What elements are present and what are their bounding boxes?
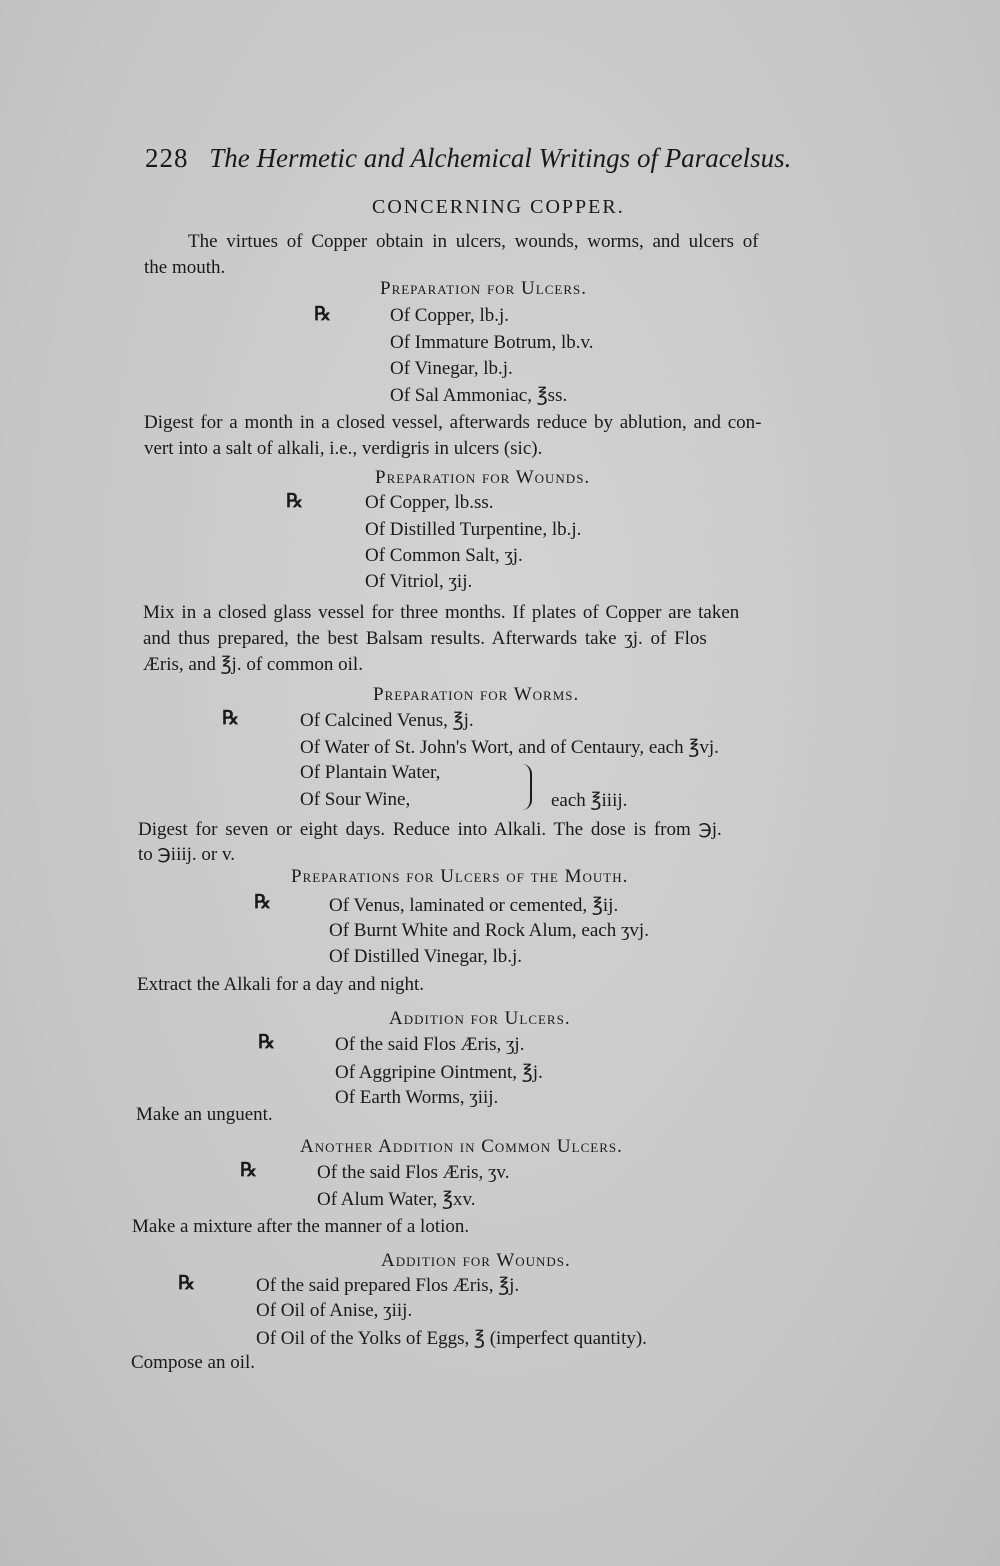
section-heading: Addition for Ulcers. [389, 1008, 571, 1029]
intro-line-1: The virtues of Copper obtain in ulcers, wounds, worms, and ulcers of [188, 231, 759, 252]
section-heading: Preparations for Ulcers of the Mouth. [291, 866, 629, 887]
ingredient: Of Immature Botrum, lb.v. [390, 332, 594, 353]
ingredient: Of Oil of the Yolks of Eggs, ℥ (imperfect quantity). [256, 1328, 647, 1349]
ingredient: Of Aggripine Ointment, ℥j. [335, 1062, 543, 1083]
recipe-symbol: ℞ [254, 892, 272, 913]
ingredient: Of the said Flos Æris, ʒj. [335, 1034, 525, 1055]
ingredient: Of Plantain Water, [300, 762, 441, 783]
directions-line: and thus prepared, the best Balsam results. Afterwards take ʒj. of Flos [143, 628, 707, 649]
ingredient: Of Water of St. John's Wort, and of Centaury, each ℥vj. [300, 737, 719, 758]
bracket-note: each ℥iiij. [551, 790, 628, 811]
ingredient: Of Vinegar, lb.j. [390, 358, 513, 379]
section-heading: Preparation for Ulcers. [380, 278, 587, 299]
ingredient: Of Venus, laminated or cemented, ℥ij. [329, 895, 619, 916]
running-header [145, 143, 825, 174]
recipe-symbol: ℞ [286, 491, 304, 512]
ingredient: Of Calcined Venus, ℥j. [300, 710, 474, 731]
ingredient: Of Vitriol, ʒij. [365, 571, 473, 592]
ingredient: Of Oil of Anise, ʒiij. [256, 1300, 413, 1321]
intro-line-2: the mouth. [144, 257, 226, 278]
directions-line: Extract the Alkali for a day and night. [137, 974, 425, 995]
section-heading: Another Addition in Common Ulcers. [300, 1136, 623, 1157]
ingredient: Of the said Flos Æris, ʒv. [317, 1162, 510, 1183]
ingredient: Of Sal Ammoniac, ℥ss. [390, 385, 568, 406]
section-heading: Addition for Wounds. [381, 1250, 571, 1271]
ingredient: Of Burnt White and Rock Alum, each ʒvj. [329, 920, 649, 941]
ingredient: Of Distilled Vinegar, lb.j. [329, 946, 522, 967]
directions-line: to ℈iiij. or v. [138, 844, 236, 865]
ingredient: Of Distilled Turpentine, lb.j. [365, 519, 582, 540]
directions-line: Digest for a month in a closed vessel, afterwards reduce by ablution, and con- [144, 412, 762, 433]
recipe-symbol: ℞ [258, 1032, 276, 1053]
section-heading: Preparation for Wounds. [375, 467, 591, 488]
ingredient: Of the said prepared Flos Æris, ℥j. [256, 1275, 520, 1296]
recipe-symbol: ℞ [178, 1273, 196, 1294]
ingredient: Of Copper, lb.j. [390, 305, 510, 326]
directions-line: Mix in a closed glass vessel for three months. If plates of Copper are taken [143, 602, 740, 623]
chapter-title: CONCERNING COPPER. [372, 196, 625, 218]
directions-line: Æris, and ℥j. of common oil. [143, 654, 363, 675]
running-title: The Hermetic and Alchemical Writings of Paracelsus. [209, 143, 792, 173]
ingredient: Of Alum Water, ℥xv. [317, 1189, 476, 1210]
page-number: 228 [145, 143, 189, 173]
recipe-symbol: ℞ [240, 1160, 258, 1181]
ingredient: Of Sour Wine, [300, 789, 411, 810]
ingredient: Of Earth Worms, ʒiij. [335, 1087, 499, 1108]
directions-line: vert into a salt of alkali, i.e., verdigris in ulcers (sic). [144, 438, 543, 459]
directions-line: Make a mixture after the manner of a lotion. [132, 1216, 470, 1237]
recipe-symbol: ℞ [222, 708, 240, 729]
ingredient: Of Copper, lb.ss. [365, 492, 494, 513]
section-heading: Preparation for Worms. [373, 684, 580, 705]
brace-bracket [518, 764, 532, 810]
directions-line: Compose an oil. [131, 1352, 256, 1373]
recipe-symbol: ℞ [314, 304, 332, 325]
directions-line: Make an unguent. [136, 1104, 273, 1125]
directions-line: Digest for seven or eight days. Reduce into Alkali. The dose is from ℈j. [138, 819, 722, 840]
ingredient: Of Common Salt, ʒj. [365, 545, 523, 566]
